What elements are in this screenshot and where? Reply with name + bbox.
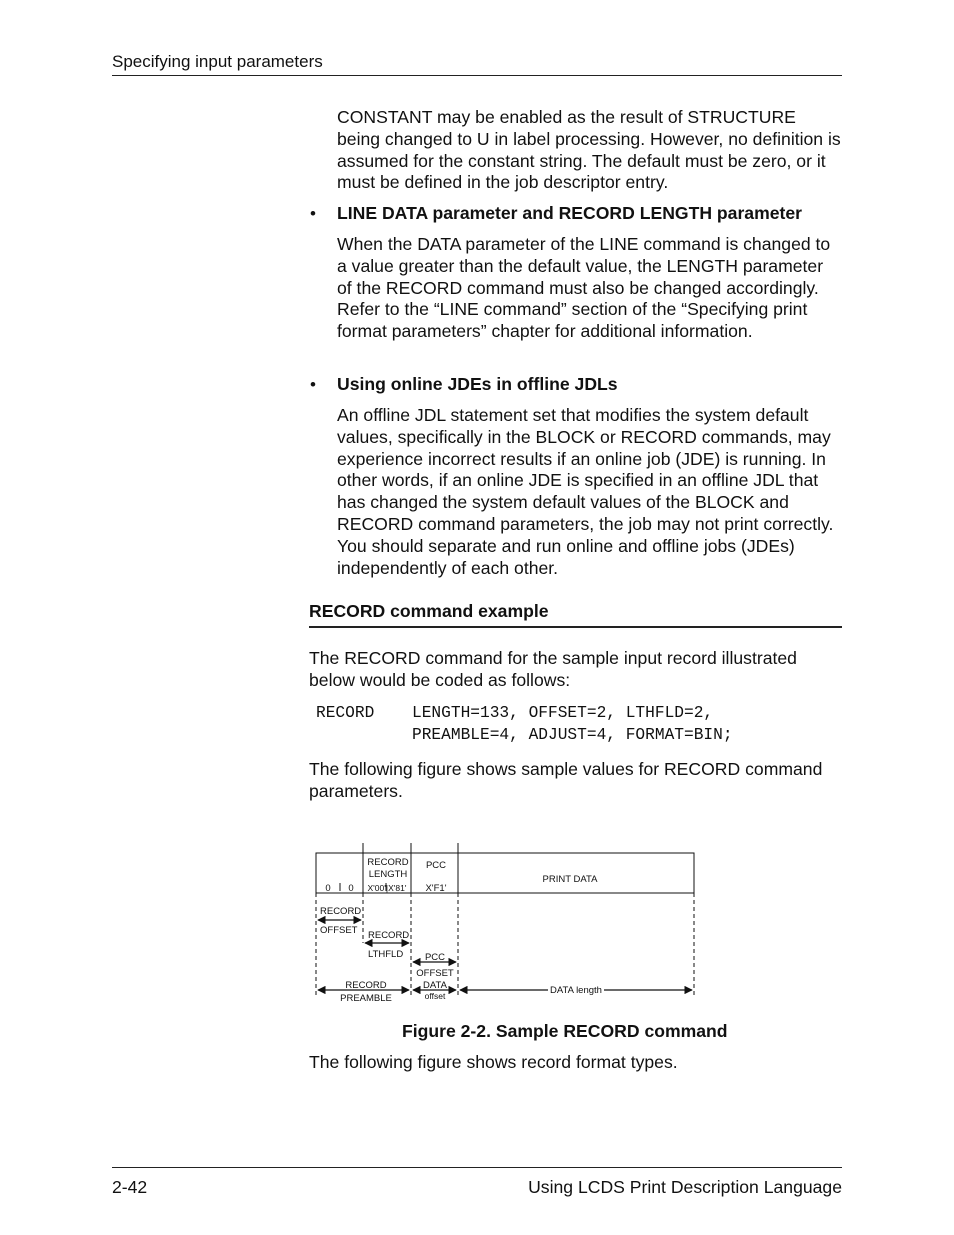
code-keyword: RECORD xyxy=(316,704,375,722)
cell-zero-b: 0 xyxy=(348,883,354,894)
section-title: RECORD command example xyxy=(309,601,549,621)
code-line-2: PREAMBLE=4, ADJUST=4, FORMAT=BIN; xyxy=(412,726,733,744)
record-lthfld-line2: LTHFLD xyxy=(368,949,404,960)
online-jdes-paragraph: An offline JDL statement set that modifies the system default values, specifically in the BLOCK or RECORD commands, may experience incorrect results if an online job (JDE) is running. In other words, if an online JDE is specified in an offline JDL that has changed the system default values of the BLOCK and RECORD command parameters, the job may not print correctly. You should separate and run online and offline jobs (JDEs) independently of each other. xyxy=(337,405,834,578)
code-line-1: LENGTH=133, OFFSET=2, LTHFLD=2, xyxy=(412,704,714,722)
record-length-line1: RECORD xyxy=(367,857,409,868)
book-title: Using LCDS Print Description Language xyxy=(528,1177,842,1197)
record-length-values: X'00'|X'81' xyxy=(367,883,407,893)
pcc-offset-line1: PCC xyxy=(424,952,446,963)
record-intro-paragraph: The RECORD command for the sample input record illustrated below would be coded as follows: xyxy=(309,648,797,690)
record-length-line2: LENGTH xyxy=(368,869,408,880)
constant-paragraph: CONSTANT may be enabled as the result of STRUCTURE being changed to U in label processing. However, no definition is assumed for the constant string. The default must be zero, or it must be defined in the job descriptor entry. xyxy=(337,107,841,193)
data-offset-line1: DATA xyxy=(423,980,447,991)
line-data-paragraph: When the DATA parameter of the LINE command is changed to a value greater than the default value, the LENGTH parameter of the RECORD command must also be changed accordingly. Refer to the “LINE command” section of the “Specifying print format parameters” chapter for additional information. xyxy=(337,234,831,342)
page-number: 2-42 xyxy=(112,1177,148,1197)
record-preamble-line1: RECORD xyxy=(345,980,387,991)
pcc-offset-line2: OFFSET xyxy=(416,968,454,979)
bullet-glyph: • xyxy=(310,375,316,394)
line-data-heading: LINE DATA parameter and RECORD LENGTH parameter xyxy=(337,203,803,223)
figure-intro-paragraph: The following figure shows sample values for RECORD command parameters. xyxy=(309,759,823,801)
record-preamble-line2: PREAMBLE xyxy=(340,993,392,1004)
online-jdes-heading: Using online JDEs in offline JDLs xyxy=(337,374,618,394)
record-offset-line2: OFFSET xyxy=(320,925,358,936)
pcc-label: PCC xyxy=(425,860,447,871)
header-title: Specifying input parameters xyxy=(112,52,323,71)
record-offset-line1: RECORD xyxy=(320,906,362,917)
pcc-value: X'F1' xyxy=(425,883,447,894)
cell-zero-a: 0 xyxy=(325,883,331,894)
data-offset-line2: offset xyxy=(424,991,446,1001)
bullet-glyph: • xyxy=(310,204,316,223)
data-length-label: DATA length xyxy=(550,985,602,996)
record-lthfld-line1: RECORD xyxy=(368,930,410,941)
footer-rule xyxy=(112,1167,842,1168)
print-data-label: PRINT DATA xyxy=(542,874,598,885)
after-figure-paragraph: The following figure shows record format types. xyxy=(309,1052,678,1072)
figure-caption: Figure 2-2. Sample RECORD command xyxy=(402,1021,728,1041)
